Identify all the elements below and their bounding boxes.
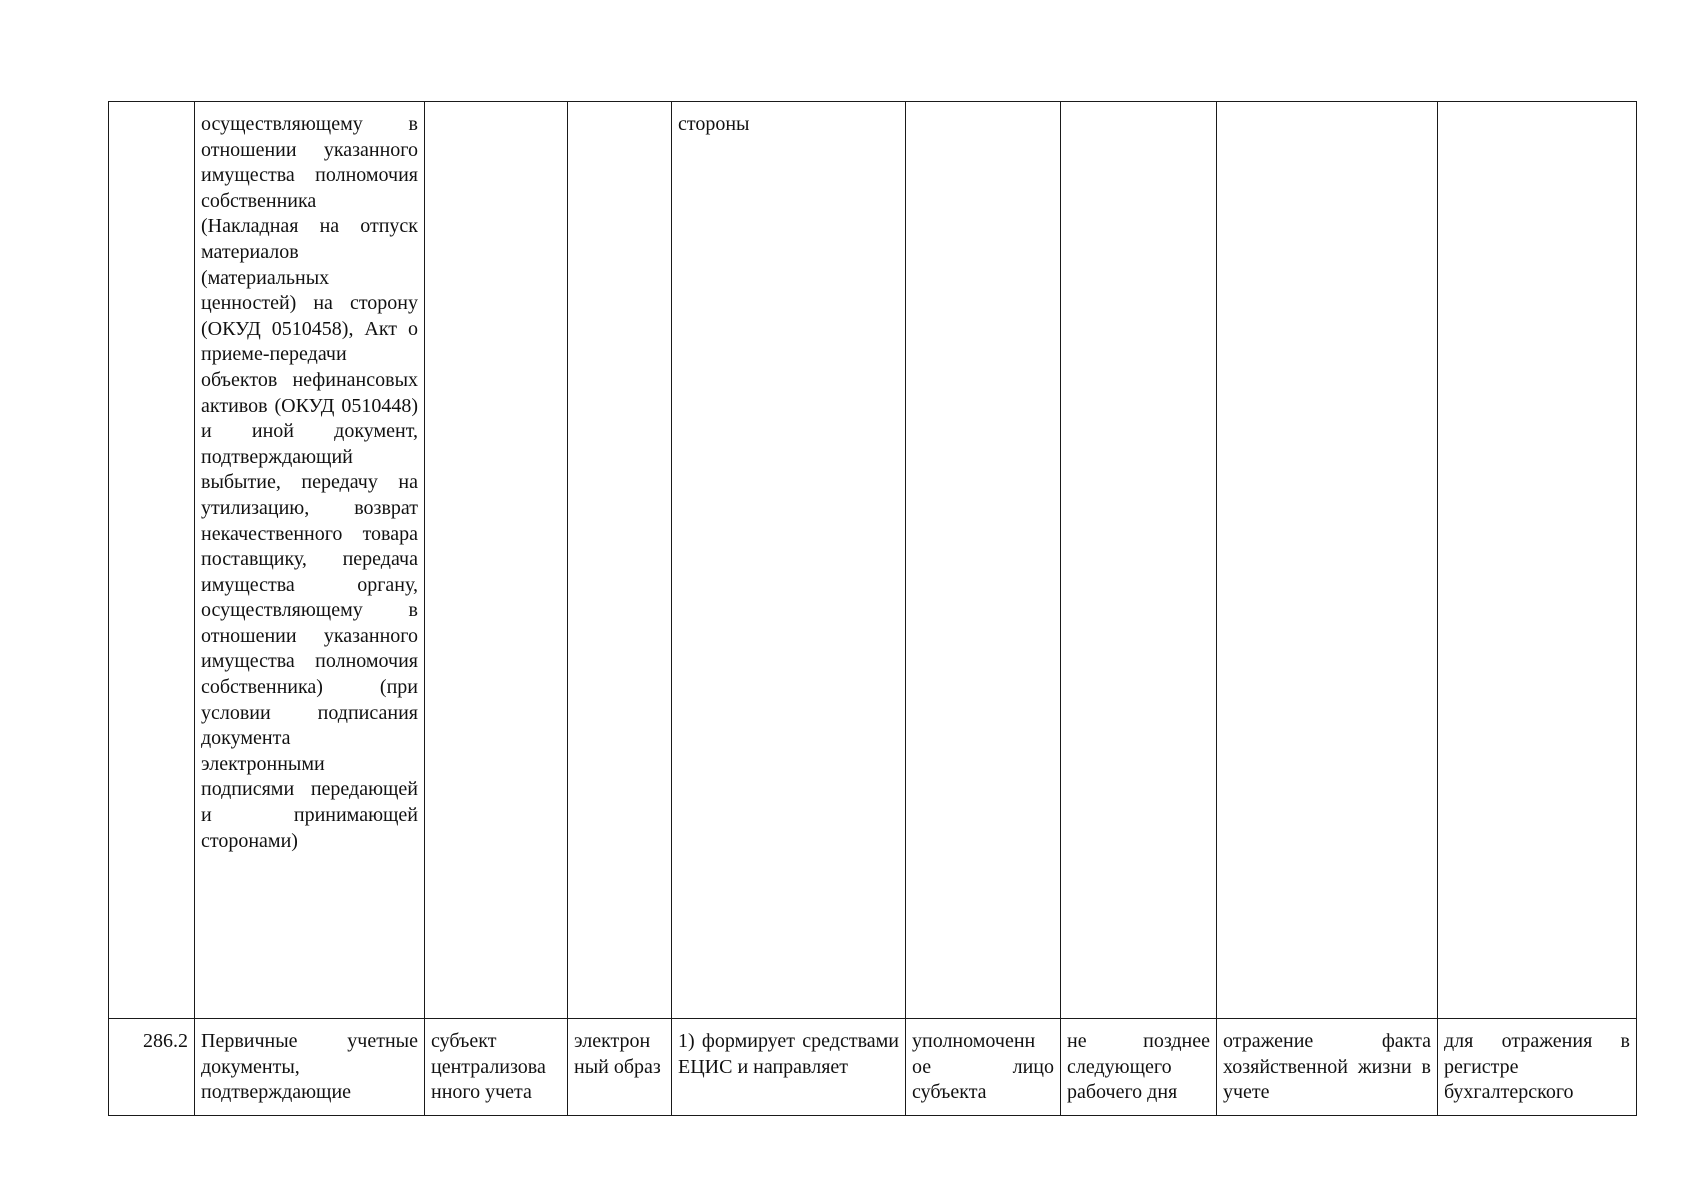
responsible-cell [906, 102, 1061, 1019]
form-cell: электрон ный образ [568, 1019, 672, 1116]
subject-cell: субъект централизова нного учета [425, 1019, 568, 1116]
form-cell [568, 102, 672, 1019]
row-number: 286.2 [109, 1019, 195, 1116]
purpose-cell: отражение факта хозяйственной жизни в учете [1217, 1019, 1438, 1116]
action-cell: стороны [672, 102, 906, 1019]
purpose-cell [1217, 102, 1438, 1019]
subject-cell [425, 102, 568, 1019]
deadline-cell [1061, 102, 1217, 1019]
deadline-cell: не позднее следующего рабочего дня [1061, 1019, 1217, 1116]
table-row [109, 102, 1637, 1019]
table-row [109, 1019, 1637, 1116]
document-name-cell: Первичные учетные документы, подтверждающие [195, 1019, 425, 1116]
row-number [109, 102, 195, 1019]
action-cell: 1) формирует средствами ЕЦИС и направляет [672, 1019, 906, 1116]
document-name-cell: осуществляющему в отношении указанного имущества полномочия собственника (Накладная на отпуск материалов (материальных ценностей) на сторону (ОКУД 0510458), Акт о приеме-передачи объектов нефинансовых активов (ОКУД 0510448) и иной документ, подтверждающий выбытие, передачу на утилизацию, возврат некачественного товара поставщику, передача имущества органу, осуществляющему в отношении указанного имущества полномочия собственника) (при условии подписания документа электронными подписями передающей и принимающей сторонами) [195, 102, 425, 1019]
responsible-cell: уполномоченн ое лицо субъекта [906, 1019, 1061, 1116]
usage-cell: для отражения в регистре бухгалтерского [1438, 1019, 1637, 1116]
document-table [108, 101, 1637, 1116]
usage-cell [1438, 102, 1637, 1019]
